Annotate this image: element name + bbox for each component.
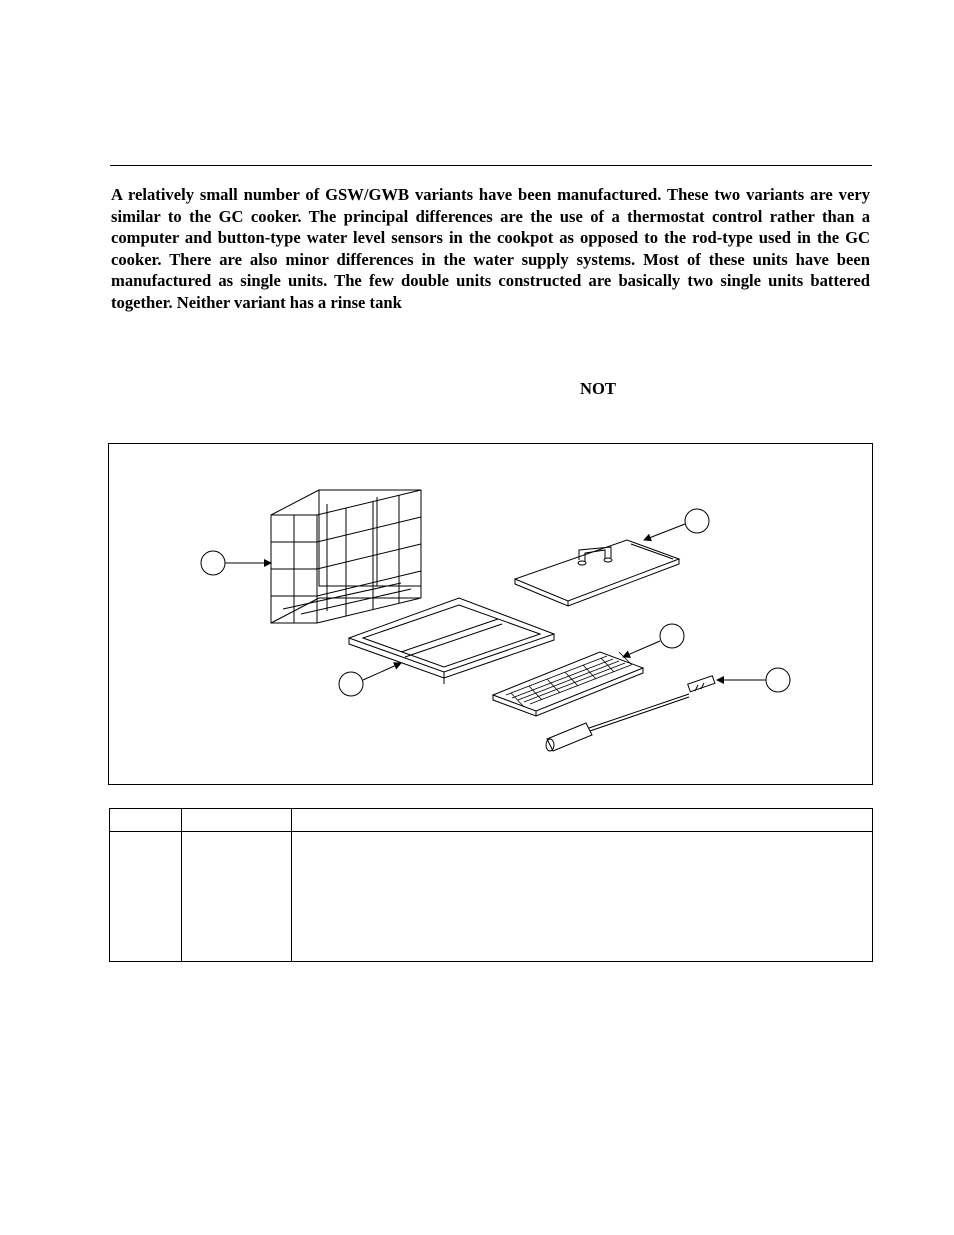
table-cell xyxy=(292,832,873,962)
callout-leaders xyxy=(225,524,766,680)
callout-circle xyxy=(660,624,684,648)
note-word: NOT xyxy=(580,379,616,398)
column-header xyxy=(292,809,873,832)
lid-icon xyxy=(515,540,679,606)
callout-circle xyxy=(201,551,225,575)
callout-circle xyxy=(766,668,790,692)
basket-rack-icon xyxy=(271,490,421,623)
callout-circle xyxy=(685,509,709,533)
perforated-screen-icon xyxy=(493,652,643,716)
parts-table xyxy=(109,808,873,962)
table-cell xyxy=(182,832,292,962)
parts-figure xyxy=(108,443,873,785)
tray-icon xyxy=(349,598,554,684)
column-header xyxy=(182,809,292,832)
callout-circle xyxy=(339,672,363,696)
table-header-row xyxy=(110,809,873,832)
table-cell xyxy=(110,832,182,962)
header-rule xyxy=(110,165,872,166)
parts-illustration xyxy=(109,444,874,786)
sensor-probe-icon xyxy=(546,676,715,751)
intro-paragraph: A relatively small number of GSW/GWB variants have been manufactured. These two variants are very similar to the GC cooker. The principal differences are the use of a thermostat control rather than a computer and button-type water level sensors in the cookpot as opposed to the rod-type used in the GC cooker. There are also minor differences in the water supply systems. Most of these units have been manufactured as single units. The few double units constructed are basically two single units battered together. Neither variant has a rinse tank xyxy=(111,185,870,312)
column-header xyxy=(110,809,182,832)
table-row xyxy=(110,832,873,962)
